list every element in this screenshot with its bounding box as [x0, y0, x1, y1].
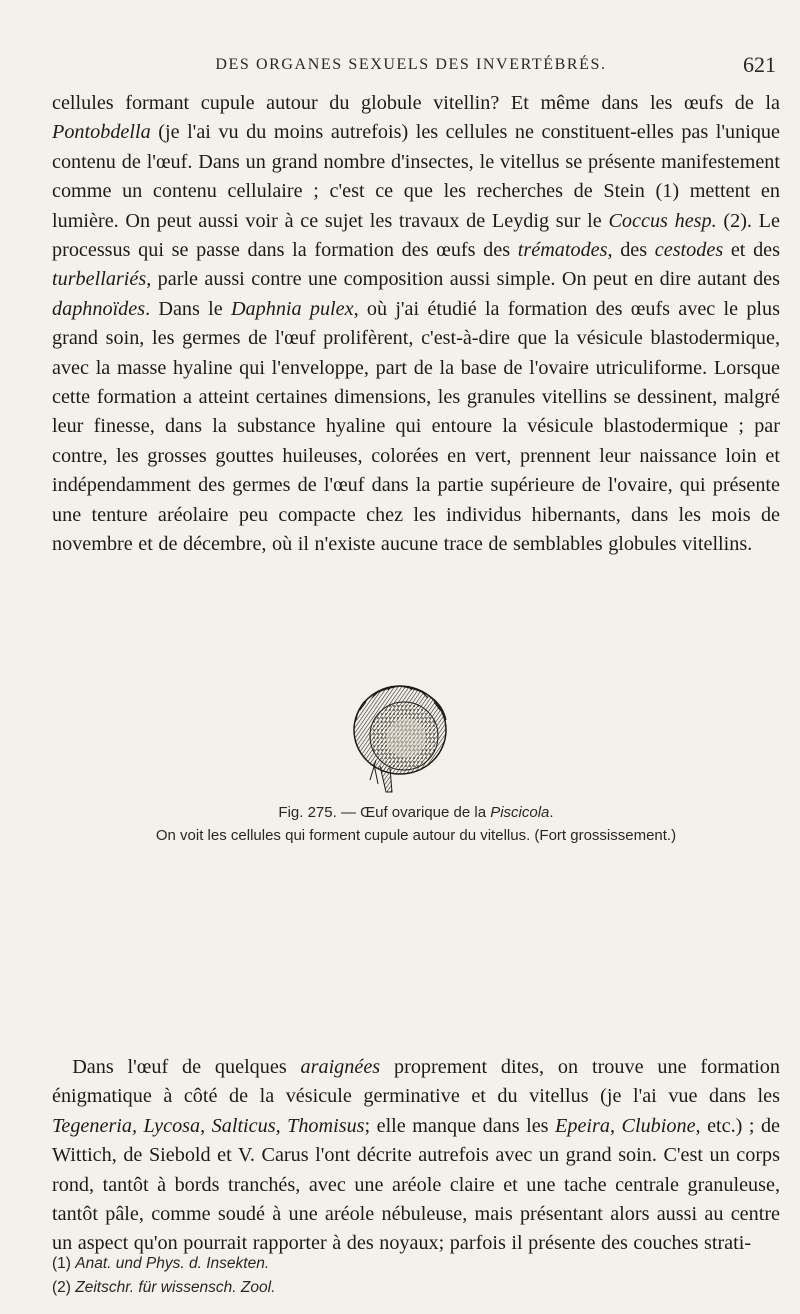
running-title: DES ORGANES SEXUELS DES INVERTÉBRÉS. — [215, 56, 607, 73]
figure-ovarian-egg — [300, 680, 500, 798]
egg-illustration — [300, 680, 500, 798]
paragraph-1: cellules formant cupule autour du globule vitellin? Et même dans les œufs de la Pontobdella (je l'ai vu du moins autrefois) les cellules ne constituent-elles pas l'unique contenu de l'œuf. Dans un grand nombre d'insectes, le vitellus se présente manifestement comme un contenu cellulaire ; c'est ce que les recherches de Stein (1) mettent en lumière. On peut aussi voir à ce sujet les travaux de Leydig sur le Coccus hesp. (2). Le processus qui se passe dans la formation des œufs des trématodes, des cestodes et des turbellariés, parle aussi contre une composition aussi simple. On peut en dire autant des daphnoïdes. Dans le Daphnia pulex, où j'ai étudié la formation des œufs avec le plus grand soin, les germes de l'œuf prolifèrent, c'est-à-dire que la vésicule blastodermique, avec la masse hyaline qui l'enveloppe, part de la base de l'ovaire utriculiforme. Lorsque cette formation a atteint certaines dimensions, les granules vitellins se dessinent, malgré leur finesse, dans la substance hyaline qui entoure la vésicule blastodermique ; par contre, les grosses gouttes huileuses, colorées en vert, prennent leur naissance loin et indépendamment des germes de l'œuf dans la partie supérieure de l'ovaire, qui présente une tenture aréolaire peu compacte chez les individus hibernants, dans les mois de novembre et de décembre, où il n'existe aucune trace de semblables globules vitellins. — [52, 92, 780, 556]
footnote-1: (1) Anat. und Phys. d. Insekten. — [52, 1255, 270, 1272]
footnote-2: (2) Zeitschr. für wissensch. Zool. — [52, 1279, 276, 1296]
paragraph-2: Dans l'œuf de quelques araignées proprement dites, on trouve une formation énigmatique à côté de la vésicule germinative et du vitellus (je l'ai vue dans les Tegeneria, Lycosa, Salticus, Thomisus; elle manque dans les Epeira, Clubione, etc.) ; de Wittich, de Siebold et V. Carus l'ont décrite autrefois avec un grand soin. C'est un corps rond, tantôt à bords tranchés, avec une aréole claire et une tache centrale granuleuse, tantôt pâle, comme soudé à une aréole nébuleuse, mais présentant alors aussi au centre un aspect qu'on pourrait rapporter à des noyaux; parfois il présente des couches strati- — [52, 1056, 780, 1255]
figure-caption-description: On voit les cellules qui forment cupule autour du vitellus. (Fort grossissement.) — [155, 827, 677, 844]
page-number: 621 — [743, 52, 776, 77]
footnotes — [52, 1252, 780, 1300]
running-header — [46, 52, 776, 82]
figure-caption: Fig. 275. — Œuf ovarique de la Piscicola. — [278, 804, 554, 821]
